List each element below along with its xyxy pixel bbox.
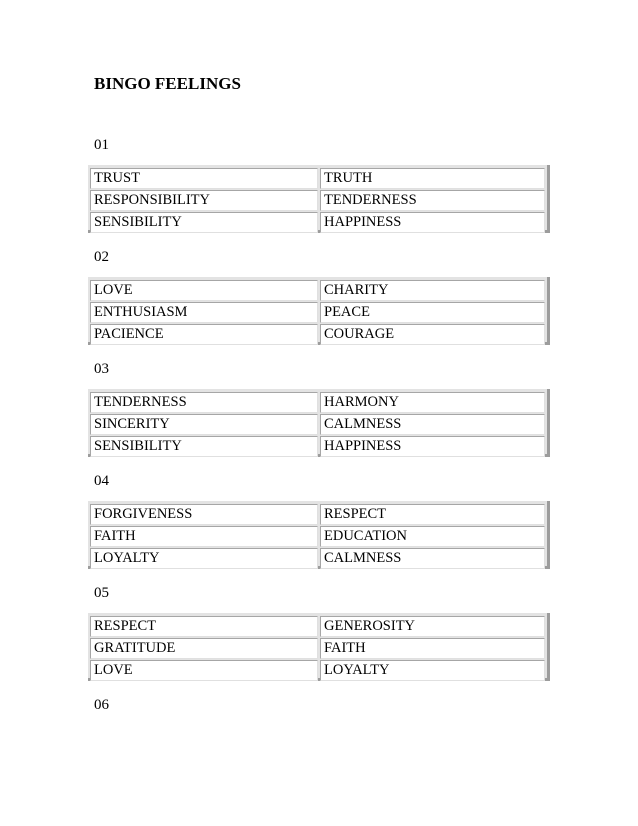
table-row xyxy=(90,324,545,345)
card-number-02: 02 xyxy=(94,249,109,265)
table-cell: RESPONSIBILITY xyxy=(90,190,318,211)
table-cell: SINCERITY xyxy=(90,414,318,435)
table-cell: TENDERNESS xyxy=(320,190,545,211)
card-number-04: 04 xyxy=(94,473,109,489)
table-row xyxy=(90,436,545,457)
bingo-card-05 xyxy=(88,613,550,681)
card-number-01: 01 xyxy=(94,137,109,153)
table-cell: RESPECT xyxy=(320,504,545,525)
table-cell: CALMNESS xyxy=(320,548,545,569)
table-cell: CHARITY xyxy=(320,280,545,301)
table-cell: PEACE xyxy=(320,302,545,323)
table-cell: CALMNESS xyxy=(320,414,545,435)
document-title: BINGO FEELINGS xyxy=(94,74,241,93)
table-row xyxy=(90,212,545,233)
table-row xyxy=(90,504,545,525)
table-row xyxy=(90,280,545,301)
table-row xyxy=(90,302,545,323)
table-cell: SENSIBILITY xyxy=(90,212,318,233)
table-cell: FAITH xyxy=(320,638,545,659)
table-cell: RESPECT xyxy=(90,616,318,637)
table-row xyxy=(90,392,545,413)
table-cell: GENEROSITY xyxy=(320,616,545,637)
card-number-06: 06 xyxy=(94,697,109,713)
table-row xyxy=(90,414,545,435)
table-cell: TRUTH xyxy=(320,168,545,189)
table-cell: COURAGE xyxy=(320,324,545,345)
table-cell: LOVE xyxy=(90,660,318,681)
card-number-03: 03 xyxy=(94,361,109,377)
table-cell: FORGIVENESS xyxy=(90,504,318,525)
table-cell: ENTHUSIASM xyxy=(90,302,318,323)
table-row xyxy=(90,168,545,189)
bingo-card-03 xyxy=(88,389,550,457)
table-cell: SENSIBILITY xyxy=(90,436,318,457)
table-row xyxy=(90,616,545,637)
card-number-05: 05 xyxy=(94,585,109,601)
table-cell: EDUCATION xyxy=(320,526,545,547)
table-row xyxy=(90,526,545,547)
table-cell: HARMONY xyxy=(320,392,545,413)
table-row xyxy=(90,660,545,681)
bingo-card-02 xyxy=(88,277,550,345)
table-cell: PACIENCE xyxy=(90,324,318,345)
table-cell: FAITH xyxy=(90,526,318,547)
table-cell: HAPPINESS xyxy=(320,212,545,233)
table-cell: GRATITUDE xyxy=(90,638,318,659)
table-row xyxy=(90,190,545,211)
table-row xyxy=(90,548,545,569)
table-cell: LOYALTY xyxy=(90,548,318,569)
table-row xyxy=(90,638,545,659)
table-cell: LOVE xyxy=(90,280,318,301)
bingo-card-04 xyxy=(88,501,550,569)
bingo-card-01 xyxy=(88,165,550,233)
table-cell: TENDERNESS xyxy=(90,392,318,413)
table-cell: HAPPINESS xyxy=(320,436,545,457)
table-cell: LOYALTY xyxy=(320,660,545,681)
table-cell: TRUST xyxy=(90,168,318,189)
